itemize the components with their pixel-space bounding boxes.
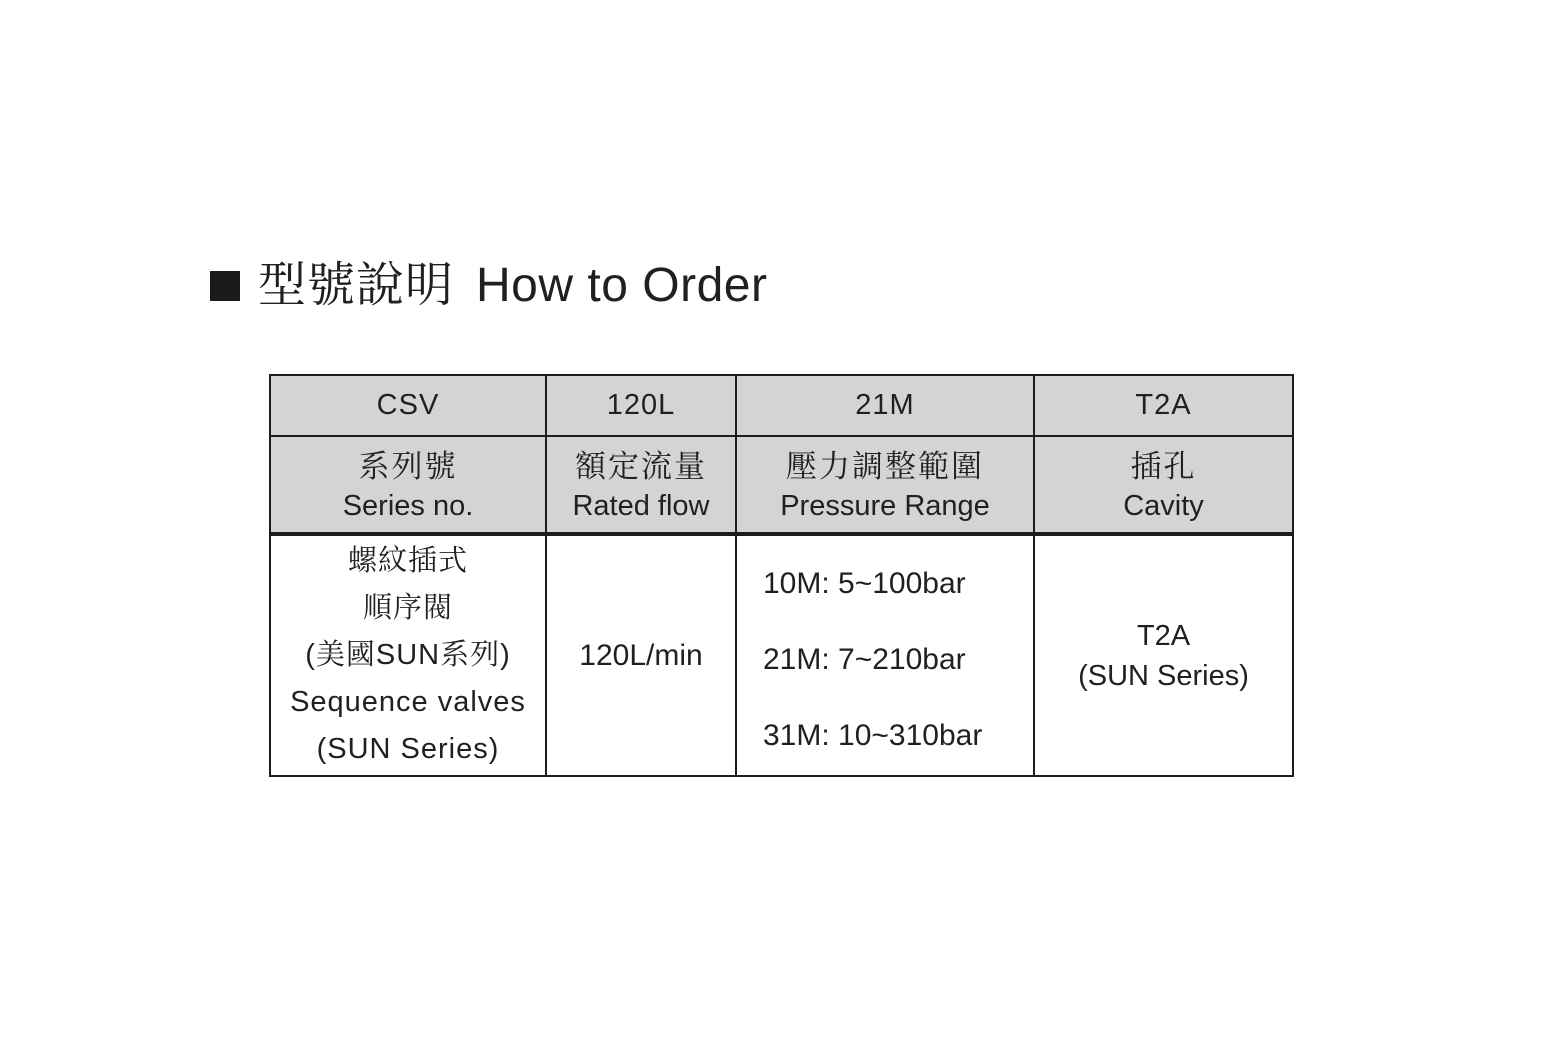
pressure-option: 10M: 5~100bar — [763, 567, 966, 600]
series-desc-line: (美國SUN系列) — [305, 639, 511, 671]
label-cell-pressure — [736, 436, 1034, 534]
page-title-en: How to Order — [476, 259, 768, 312]
page-title — [258, 256, 767, 316]
code-cell-flow: 120L — [546, 375, 736, 436]
value-cell-cavity — [1034, 534, 1293, 776]
square-bullet-icon — [210, 271, 240, 301]
flow-value: 120L/min — [579, 638, 703, 672]
series-desc-line: 順序閥 — [362, 592, 453, 624]
label-cell-flow — [546, 436, 736, 534]
label-flow-zh: 額定流量 — [575, 448, 707, 484]
section-title — [210, 256, 767, 316]
value-cell-pressure — [736, 534, 1034, 776]
label-series-en: Series no. — [342, 489, 474, 522]
value-cell-series — [270, 534, 546, 776]
label-cell-cavity — [1034, 436, 1293, 534]
cavity-value-line: T2A — [1136, 619, 1191, 652]
cavity-value-line: (SUN Series) — [1078, 659, 1249, 692]
label-cavity-en: Cavity — [1123, 489, 1204, 522]
series-desc-line: Sequence valves — [290, 686, 526, 718]
code-cell-pressure: 21M — [736, 375, 1034, 436]
value-cell-flow — [546, 534, 736, 776]
label-pressure-en: Pressure Range — [780, 489, 990, 522]
pressure-option: 21M: 7~210bar — [763, 643, 966, 676]
series-desc-line: (SUN Series) — [316, 733, 500, 765]
column-label-row — [270, 436, 1293, 534]
code-cell-cavity: T2A — [1034, 375, 1293, 436]
label-cell-series — [270, 436, 546, 534]
label-cavity-zh: 插孔 — [1130, 448, 1197, 484]
value-row — [270, 534, 1293, 776]
how-to-order-table — [269, 374, 1294, 777]
pressure-option: 31M: 10~310bar — [763, 719, 983, 752]
series-desc-line: 螺紋插式 — [347, 545, 468, 577]
code-cell-series: CSV — [270, 375, 546, 436]
label-flow-en: Rated flow — [572, 489, 710, 522]
label-series-zh: 系列號 — [358, 448, 458, 484]
model-code-row — [270, 375, 1293, 436]
page-title-zh: 型號說明 — [258, 259, 455, 312]
label-pressure-zh: 壓力調整範圍 — [786, 448, 984, 484]
